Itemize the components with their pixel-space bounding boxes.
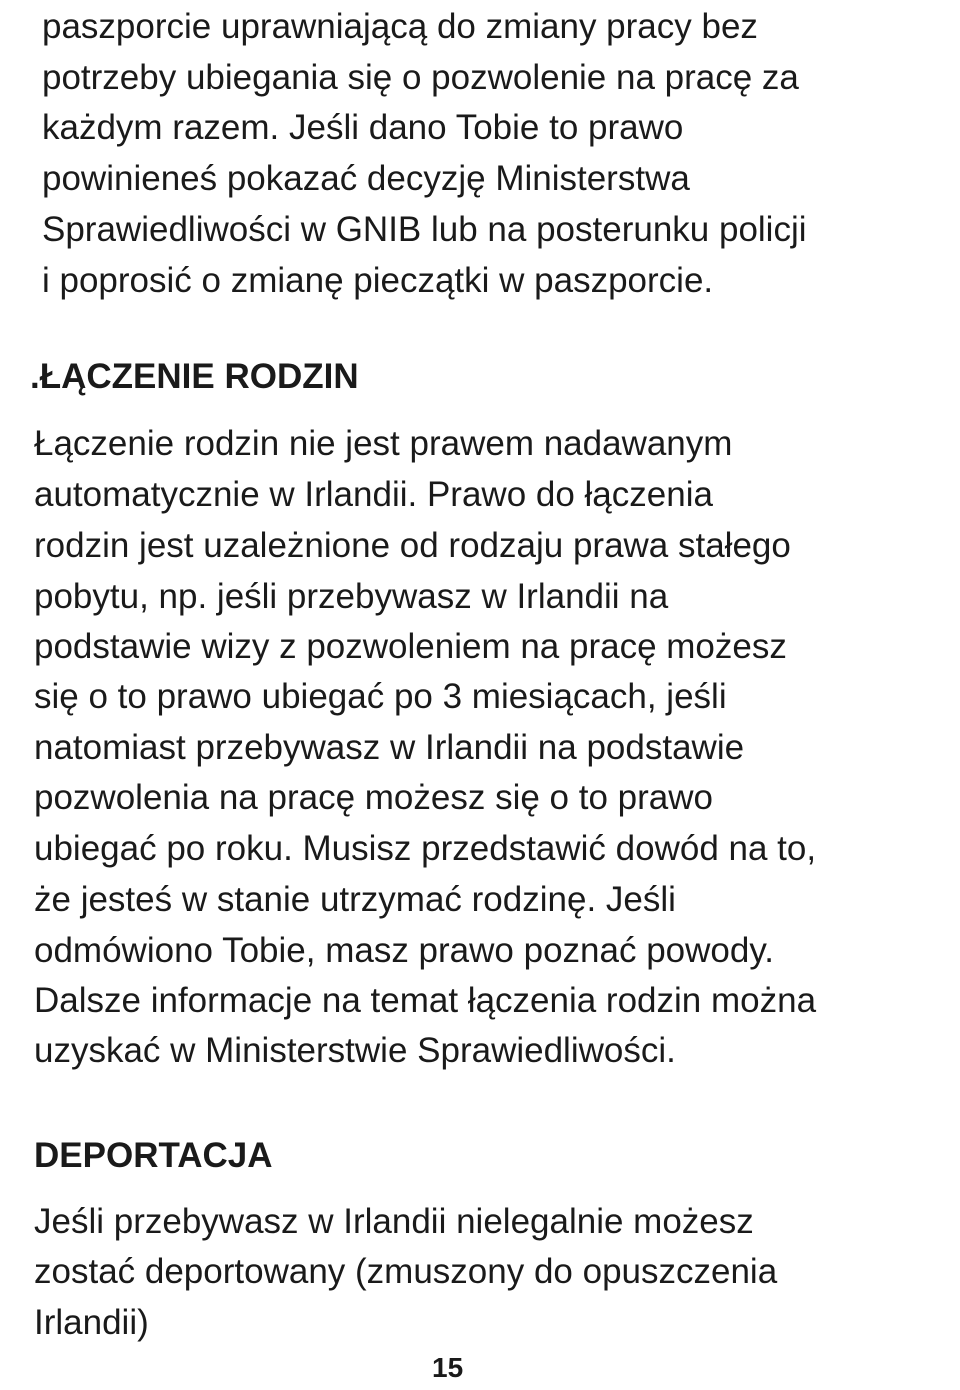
paragraph-line: pobytu, np. jeśli przebywasz w Irlandii na	[34, 577, 669, 616]
paragraph-line: ubiegać po roku. Musisz przedstawić dowód na to,	[34, 829, 817, 868]
paragraph-line: Irlandii)	[34, 1303, 149, 1342]
section-heading-deportation: DEPORTACJA	[34, 1136, 273, 1175]
paragraph-line: rodzin jest uzależnione od rodzaju prawa stałego	[34, 526, 791, 565]
paragraph-line: automatycznie w Irlandii. Prawo do łączenia	[34, 475, 713, 514]
paragraph-line: Dalsze informacje na temat łączenia rodzin można	[34, 981, 817, 1020]
section-heading-family-reunification: .ŁĄCZENIE RODZIN	[30, 357, 359, 396]
paragraph-line: uzyskać w Ministerstwie Sprawiedliwości.	[34, 1031, 676, 1070]
paragraph-line: potrzeby ubiegania się o pozwolenie na pracę za	[42, 58, 799, 97]
paragraph-line: się o to prawo ubiegać po 3 miesiącach, jeśli	[34, 677, 727, 716]
paragraph-line: Jeśli przebywasz w Irlandii nielegalnie możesz	[34, 1202, 754, 1241]
paragraph-line: że jesteś w stanie utrzymać rodzinę. Jeśli	[34, 880, 676, 919]
paragraph-line: podstawie wizy z pozwoleniem na pracę możesz	[34, 627, 787, 666]
paragraph-line: Sprawiedliwości w GNIB lub na posterunku policji	[42, 210, 807, 249]
paragraph-line: natomiast przebywasz w Irlandii na podstawie	[34, 728, 745, 767]
paragraph-line: pozwolenia na pracę możesz się o to prawo	[34, 778, 713, 817]
paragraph-line: Łączenie rodzin nie jest prawem nadawanym	[34, 424, 733, 463]
paragraph-line: i poprosić o zmianę pieczątki w paszporcie.	[42, 261, 714, 300]
page-number: 15	[432, 1352, 464, 1383]
paragraph-line: odmówiono Tobie, masz prawo poznać powody.	[34, 931, 774, 970]
paragraph-line: każdym razem. Jeśli dano Tobie to prawo	[42, 108, 684, 147]
paragraph-line: powinieneś pokazać decyzję Ministerstwa	[42, 159, 690, 198]
paragraph-line: zostać deportowany (zmuszony do opuszczenia	[34, 1252, 778, 1291]
paragraph-line: paszporcie uprawniającą do zmiany pracy bez	[42, 7, 758, 46]
